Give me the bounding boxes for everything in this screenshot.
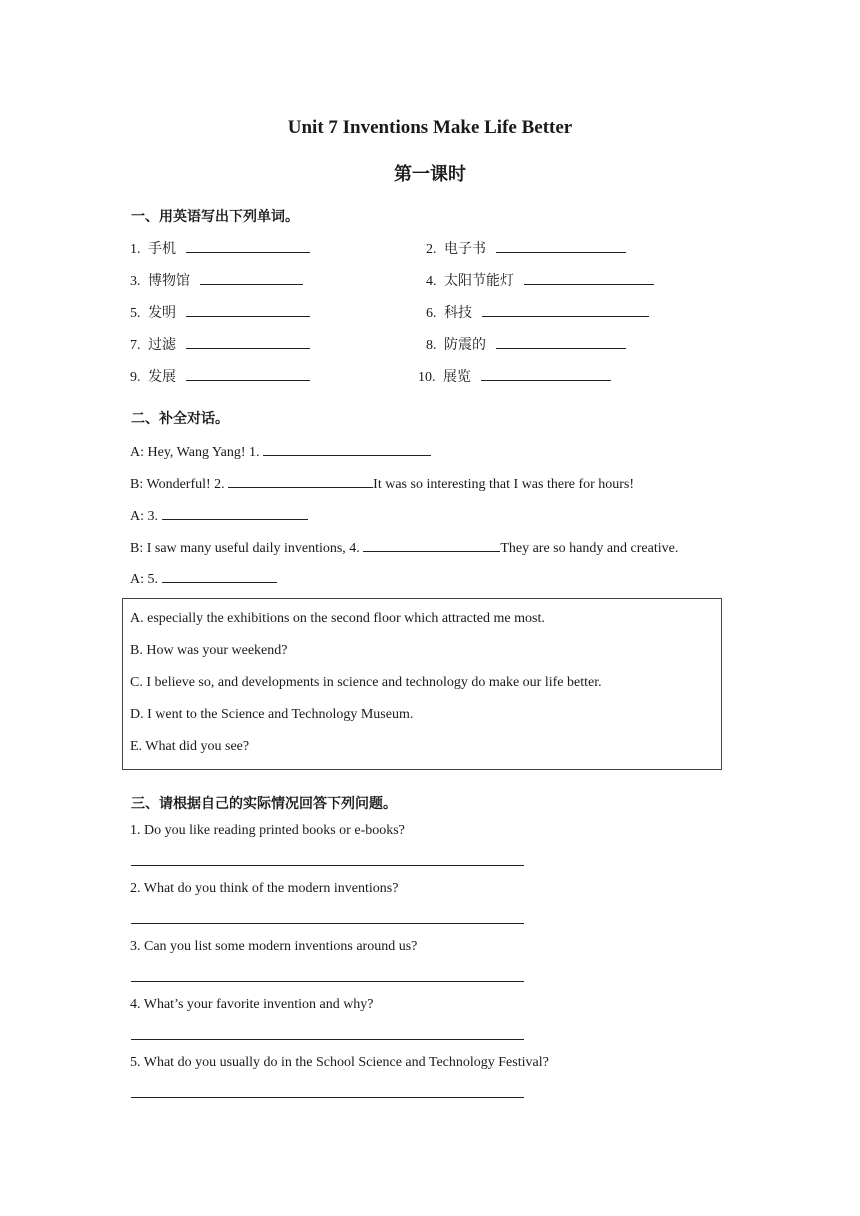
dialogue-text: A: 5. bbox=[130, 572, 162, 587]
word-item-8 bbox=[426, 334, 626, 354]
dialogue-line-5 bbox=[130, 568, 277, 588]
dialogue-text: B: I saw many useful daily inventions, 4. bbox=[130, 541, 364, 556]
dialogue-blank[interactable] bbox=[162, 568, 277, 583]
dialogue-blank[interactable] bbox=[228, 473, 373, 488]
question-4: 4. What’s your favorite invention and why? bbox=[130, 997, 374, 1012]
word-blank[interactable] bbox=[186, 366, 310, 381]
word-blank[interactable] bbox=[186, 302, 310, 317]
word-item-4 bbox=[426, 270, 654, 290]
word-blank[interactable] bbox=[496, 238, 626, 253]
word-blank[interactable] bbox=[186, 238, 310, 253]
dialogue-text-after: They are so handy and creative. bbox=[500, 541, 679, 556]
dialogue-line-4 bbox=[130, 537, 678, 557]
dialogue-text: A: Hey, Wang Yang! 1. bbox=[130, 445, 264, 460]
word-item-3 bbox=[130, 270, 303, 290]
dialogue-blank[interactable] bbox=[162, 505, 308, 520]
word-chinese: 太阳节能灯 bbox=[444, 273, 514, 289]
word-item-1 bbox=[130, 238, 310, 258]
word-blank[interactable] bbox=[186, 334, 310, 349]
word-number: 3. bbox=[130, 274, 141, 289]
section-1-heading: 一、用英语写出下列单词。 bbox=[131, 209, 299, 225]
word-chinese: 发明 bbox=[148, 305, 176, 321]
word-chinese: 发展 bbox=[148, 369, 176, 385]
dialogue-line-3 bbox=[130, 505, 308, 525]
section-2-heading: 二、补全对话。 bbox=[131, 411, 229, 427]
answer-line-5[interactable] bbox=[131, 1097, 524, 1098]
word-item-10 bbox=[418, 366, 611, 386]
option-b: B. How was your weekend? bbox=[130, 643, 288, 658]
word-blank[interactable] bbox=[482, 302, 649, 317]
dialogue-text: A: 3. bbox=[130, 509, 162, 524]
answer-line-3[interactable] bbox=[131, 981, 524, 982]
word-chinese: 电子书 bbox=[444, 241, 486, 257]
word-item-5 bbox=[130, 302, 310, 322]
word-chinese: 防震的 bbox=[444, 337, 486, 353]
dialogue-line-2 bbox=[130, 473, 634, 493]
word-item-9 bbox=[130, 366, 310, 386]
question-1: 1. Do you like reading printed books or e-books? bbox=[130, 823, 405, 838]
word-blank[interactable] bbox=[524, 270, 654, 285]
word-number: 2. bbox=[426, 242, 437, 257]
dialogue-text-after: It was so interesting that I was there for hours! bbox=[373, 477, 635, 492]
section-3-heading: 三、请根据自己的实际情况回答下列问题。 bbox=[131, 796, 397, 812]
page-title: Unit 7 Inventions Make Life Better bbox=[287, 117, 573, 138]
option-e: E. What did you see? bbox=[130, 739, 250, 754]
question-3: 3. Can you list some modern inventions around us? bbox=[130, 939, 418, 954]
word-number: 7. bbox=[130, 338, 141, 353]
option-d: D. I went to the Science and Technology Museum. bbox=[130, 707, 414, 722]
word-number: 4. bbox=[426, 274, 437, 289]
option-a: A. especially the exhibitions on the second floor which attracted me most. bbox=[130, 611, 545, 626]
dialogue-blank[interactable] bbox=[363, 537, 500, 552]
word-blank[interactable] bbox=[200, 270, 303, 285]
word-chinese: 过滤 bbox=[148, 337, 176, 353]
dialogue-line-1 bbox=[130, 441, 431, 461]
word-item-6 bbox=[426, 302, 649, 322]
word-chinese: 展览 bbox=[443, 369, 471, 385]
word-chinese: 科技 bbox=[444, 305, 472, 321]
word-number: 5. bbox=[130, 306, 141, 321]
word-blank[interactable] bbox=[481, 366, 611, 381]
word-chinese: 手机 bbox=[148, 241, 176, 257]
option-c: C. I believe so, and developments in science and technology do make our life better. bbox=[130, 675, 602, 690]
answer-line-2[interactable] bbox=[131, 923, 524, 924]
answer-line-4[interactable] bbox=[131, 1039, 524, 1040]
word-number: 1. bbox=[130, 242, 141, 257]
word-chinese: 博物馆 bbox=[148, 273, 190, 289]
word-blank[interactable] bbox=[496, 334, 626, 349]
dialogue-text: B: Wonderful! 2. bbox=[130, 477, 229, 492]
word-number: 10. bbox=[418, 370, 436, 385]
question-5: 5. What do you usually do in the School Science and Technology Festival? bbox=[130, 1055, 549, 1070]
word-number: 9. bbox=[130, 370, 141, 385]
dialogue-blank[interactable] bbox=[263, 441, 431, 456]
word-item-2 bbox=[426, 238, 626, 258]
word-number: 6. bbox=[426, 306, 437, 321]
word-number: 8. bbox=[426, 338, 437, 353]
page-subtitle: 第一课时 bbox=[394, 164, 466, 185]
question-2: 2. What do you think of the modern inventions? bbox=[130, 881, 399, 896]
word-item-7 bbox=[130, 334, 310, 354]
answer-line-1[interactable] bbox=[131, 865, 524, 866]
